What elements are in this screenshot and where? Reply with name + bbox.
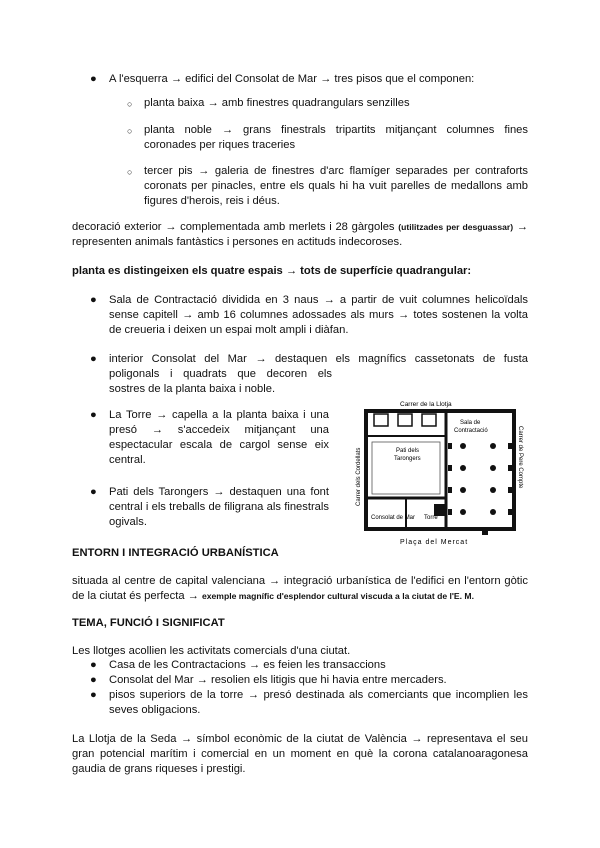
bullet-dot: ● xyxy=(90,486,97,498)
tema-item-torre: pisos superiors de la torre → presó destinada als comerciants que incomplien les seves obligacions. xyxy=(109,689,528,716)
sub-bullet-circle: ○ xyxy=(127,99,133,109)
plan-consolat-label: Consolat de Mar xyxy=(371,515,416,521)
bullet-dot: ● xyxy=(90,689,97,701)
plan-street-top: Carrer de la Llotja xyxy=(400,401,452,408)
plan-sala-label-2: Contractació xyxy=(454,428,488,434)
final-paragraph: La Llotja de la Seda → símbol econòmic de la ciutat de València → representava el seu gran potencial marítim i comercial en un moment en què la corona catalanoaragonesa gaudia de grans riqueses i prestigi. xyxy=(72,733,528,775)
entorn-heading: ENTORN I INTEGRACIÓ URBANÍSTICA xyxy=(72,547,279,559)
decoracio-text-1: decoració exterior → complementada amb merlets i 28 gàrgoles xyxy=(72,221,399,233)
floor-plan-figure xyxy=(338,396,528,546)
plan-street-bottom: Plaça del Mercat xyxy=(400,539,469,546)
sub-bullet-circle: ○ xyxy=(127,126,133,136)
decoracio-note: (utilitzades per desguassar) xyxy=(398,222,514,232)
tema-item-casa: Casa de les Contractacions → es feien les transaccions xyxy=(109,659,386,671)
bullet-dot: ● xyxy=(90,294,97,306)
tema-intro: Les llotges acollien les activitats comercials d'una ciutat. xyxy=(72,645,351,657)
bullet-dot: ● xyxy=(90,674,97,686)
space-sala-contractacio: Sala de Contractació dividida en 3 naus → a partir de vuit columnes helicoïdals sense capitell → amb 16 columnes adossades als murs → totes sostenen la volta de creueria i deixen un espai molt ampli i diàfan. xyxy=(109,294,528,336)
intro-bullet-text: A l'esquerra → edifici del Consolat de Mar → tres pisos que el componen: xyxy=(109,73,475,85)
bullet-dot: ● xyxy=(90,73,97,85)
sub-bullet-planta-noble: planta noble → grans finestrals tripartits mitjançant columnes fines coronades per riques traceries xyxy=(144,124,528,151)
plan-pati-label-2: Tarongers xyxy=(394,456,421,462)
sub-bullet-planta-baixa: planta baixa → amb finestres quadrangulars senzilles xyxy=(144,97,410,109)
space-torre: La Torre → capella a la planta baixa i una presó → s'accedeix mitjançant una espectacular escala de cargol sense eix central. xyxy=(109,409,329,466)
bullet-dot: ● xyxy=(90,409,97,421)
bullet-dot: ● xyxy=(90,353,97,365)
tema-heading: TEMA, FUNCIÓ I SIGNIFICAT xyxy=(72,617,225,629)
plan-pati-label-1: Pati dels xyxy=(396,448,420,454)
entorn-text: situada al centre de capital valenciana → integració urbanística de l'edifici en l'entorn gòtic de la ciutat és perfecta → xyxy=(72,575,528,602)
decoracio-paragraph xyxy=(72,220,528,250)
plan-sala-label-1: Sala de xyxy=(460,420,481,426)
plan-street-left: Carrer dels Cordellats xyxy=(356,447,362,506)
plan-street-right: Carrer de Pere Compte xyxy=(517,426,523,489)
bullet-dot: ● xyxy=(90,659,97,671)
entorn-note: exemple magnífic d'esplendor cultural viscuda a la ciutat de l'E. M. xyxy=(201,591,474,601)
space-consolat-interior: interior Consolat del Mar → destaquen els magnífics cassetonats de fusta poligonals i quadrats que decoren els sostres de la planta baixa i noble. xyxy=(109,353,528,395)
plan-torre-label: Torre xyxy=(424,515,438,521)
sub-bullet-circle: ○ xyxy=(127,167,133,177)
space-pati-tarongers: Pati dels Tarongers → destaquen una font central i els treballs de filigrana als finestrals ogivals. xyxy=(109,486,329,528)
entorn-paragraph xyxy=(72,574,528,604)
decoracio-text-2: → representen animals fantàstics i persones en actituds indecoroses. xyxy=(72,221,528,248)
planta-heading: planta es distingeixen els quatre espais → tots de superfície quadrangular: xyxy=(72,265,472,277)
tema-item-consolat: Consolat del Mar → resolien els litigis que hi havia entre mercaders. xyxy=(109,674,447,686)
sub-bullet-tercer-pis: tercer pis → galeria de finestres d'arc flamíger separades per contraforts coronats per pinacles, entre els quals hi ha vuit parelles de medallons amb figures d'herois, reis i déus. xyxy=(144,165,528,207)
